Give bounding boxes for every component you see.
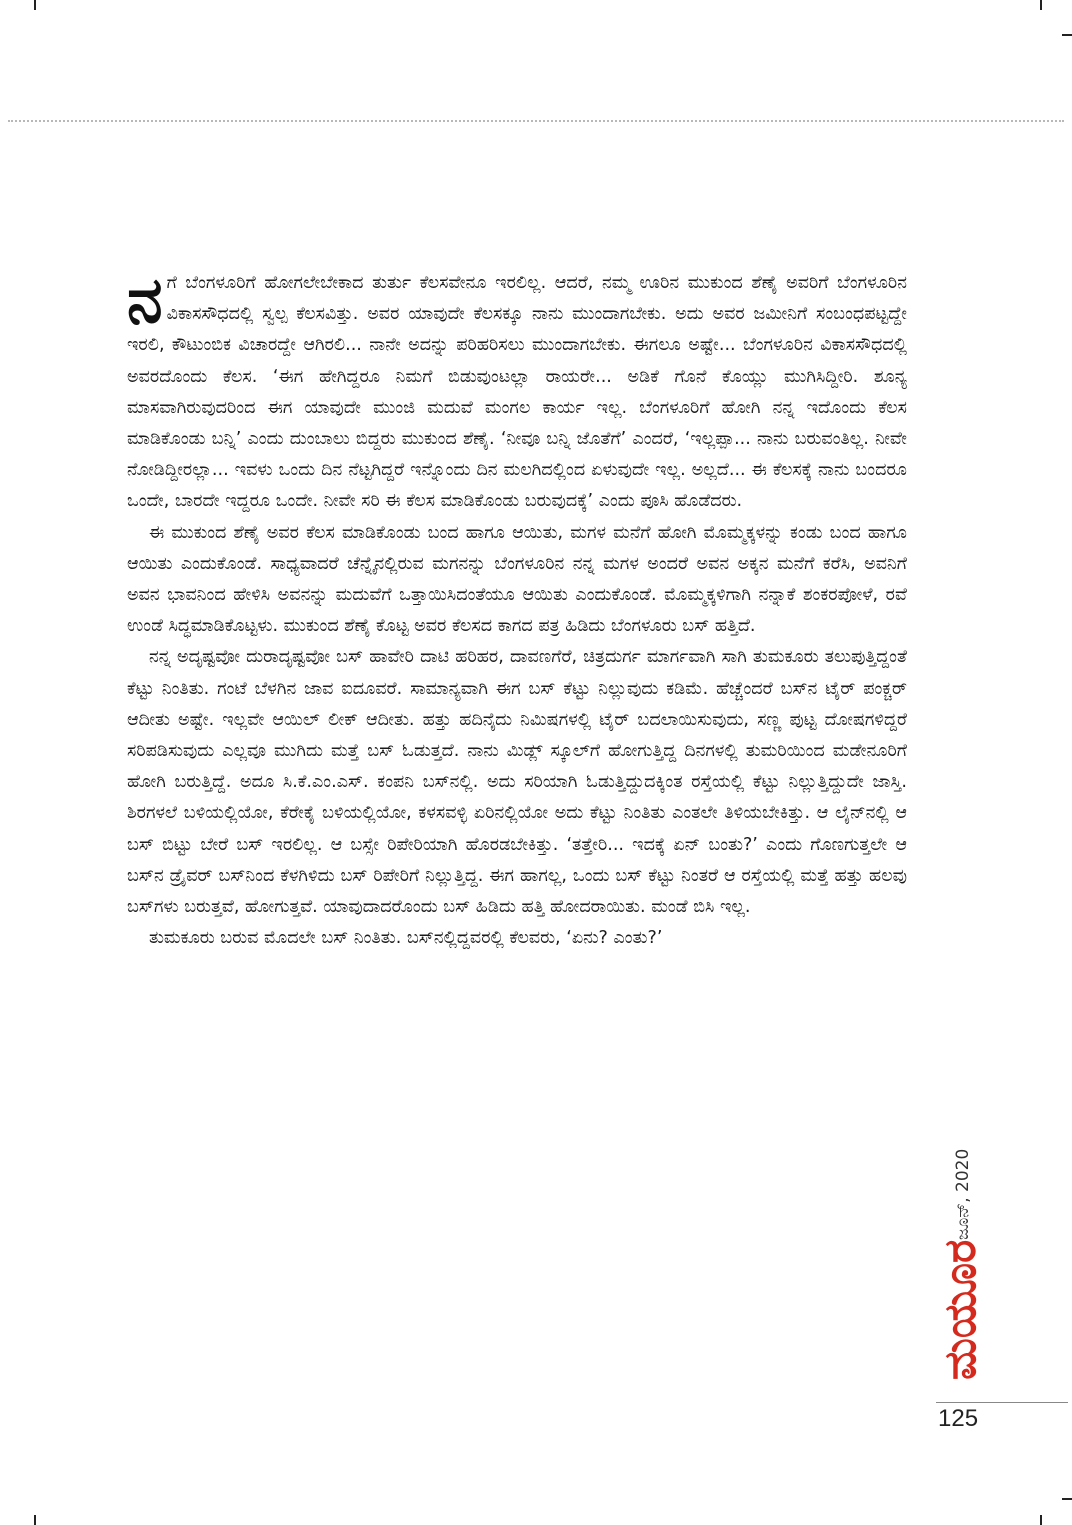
crop-mark-top-left [34,0,36,10]
page-number: 125 [938,1405,979,1432]
paragraph-3: ನನ್ನ ಅದೃಷ್ಟವೋ ದುರಾದೃಷ್ಟವೋ ಬಸ್ ಹಾವೇರಿ ದಾಟಿ ಹರಿಹರ, ದಾವಣಗೆರೆ, ಚಿತ್ರದುರ್ಗ ಮಾರ್ಗವಾಗಿ ಸಾಗಿ ತುಮಕೂರು ತಲುಪುತ್ತಿದ್ದಂತೆ ಕೆಟ್ಟು ನಿಂತಿತು. ಗಂಟೆ ಬೆಳಗಿನ ಜಾವ ಐದೂವರೆ. ಸಾಮಾನ್ಯವಾಗಿ ಈಗ ಬಸ್ ಕೆಟ್ಟು ನಿಲ್ಲುವುದು ಕಡಿಮೆ. ಹೆಚ್ಚೆಂದರೆ ಬಸ್‌ನ ಟೈರ್ ಪಂಕ್ಚರ್ ಆದೀತು ಅಷ್ಟೇ. ಇಲ್ಲವೇ ಆಯಿಲ್ ಲೀಕ್ ಆದೀತು. ಹತ್ತು ಹದಿನೈದು ನಿಮಿಷಗಳಲ್ಲಿ ಟೈರ್ ಬದಲಾಯಿಸುವುದು, ಸಣ್ಣ ಪುಟ್ಟ ದೋಷಗಳಿದ್ದರೆ ಸರಿಪಡಿಸುವುದು ಎಲ್ಲವೂ ಮುಗಿದು ಮತ್ತೆ ಬಸ್ ಓಡುತ್ತದೆ. ನಾನು ಮಿಡ್ಲ್ ಸ್ಕೂಲ್‌ಗೆ ಹೋಗುತ್ತಿದ್ದ ದಿನಗಳಲ್ಲಿ ತುಮರಿಯಿಂದ ಮಡೇನೂರಿಗೆ ಹೋಗಿ ಬರುತ್ತಿದ್ದೆ. ಅದೂ ಸಿ.ಕೆ.ಎಂ.ಎಸ್. ಕಂಪನಿ ಬಸ್‌ನಲ್ಲಿ. ಅದು ಸರಿಯಾಗಿ ಓಡುತ್ತಿದ್ದುದಕ್ಕಿಂತ ರಸ್ತೆಯಲ್ಲಿ ಕೆಟ್ಟು ನಿಲ್ಲುತ್ತಿದ್ದುದೇ ಜಾಸ್ತಿ. ಶಿರಗಳಲೆ ಬಳಿಯಲ್ಲಿಯೋ, ಕೆರೇಕೈ ಬಳಿಯಲ್ಲಿಯೋ, ಕಳಸವಳ್ಳಿ ಏರಿನಲ್ಲಿಯೋ ಅದು ಕೆಟ್ಟು ನಿಂತಿತು ಎಂತಲೇ ತಿಳಿಯಬೇಕಿತ್ತು. ಆ ಲೈನ್‌ನಲ್ಲಿ ಆ ಬಸ್ ಬಿಟ್ಟು ಬೇರೆ ಬಸ್ ಇರಲಿಲ್ಲ. ಆ ಬಸ್ಸೇ ರಿಪೇರಿಯಾಗಿ ಹೊರಡಬೇಕಿತ್ತು. ‘ತತ್ತೇರಿ... ಇದಕ್ಕೆ ಏನ್ ಬಂತು?’ ಎಂದು ಗೊಣಗುತ್ತಲೇ ಆ ಬಸ್‌ನ ಡ್ರೈವರ್ ಬಸ್‌ನಿಂದ ಕೆಳಗಿಳಿದು ಬಸ್ ರಿಪೇರಿಗೆ ನಿಲ್ಲುತ್ತಿದ್ದ. ಈಗ ಹಾಗಲ್ಲ, ಒಂದು ಬಸ್ ಕೆಟ್ಟು ನಿಂತರೆ ಆ ರಸ್ತೆಯಲ್ಲಿ ಮತ್ತೆ ಹತ್ತು ಹಲವು ಬಸ್‌ಗಳು ಬರುತ್ತವೆ, ಹೋಗುತ್ತವೆ. ಯಾವುದಾದರೊಂದು ಬಸ್ ಹಿಡಿದು ಹತ್ತಿ ಹೋದರಾಯಿತು. ಮಂಡೆ ಬಿಸಿ ಇಲ್ಲ. [127,647,907,918]
folio-rule [936,1402,1068,1403]
crop-mark-top-right [1040,0,1042,10]
paragraph-1 [127,264,907,518]
crop-mark-right-top [1062,34,1072,36]
paragraph-4: ತುಮಕೂರು ಬರುವ ಮೊದಲೇ ಬಸ್ ನಿಂತಿತು. ಬಸ್‌ನಲ್ಲಿದ್ದವರಲ್ಲಿ ಕೆಲವರು, ‘ಏನು? ಎಂತು?’ [149,928,663,949]
article-body [127,264,907,954]
crop-mark-right-bottom [1062,1498,1072,1500]
paragraph-2: ಈ ಮುಕುಂದ ಶೆಣೈ ಅವರ ಕೆಲಸ ಮಾಡಿಕೊಂಡು ಬಂದ ಹಾಗೂ ಆಯಿತು, ಮಗಳ ಮನೆಗೆ ಹೋಗಿ ಮೊಮ್ಮಕ್ಕಳನ್ನು ಕಂಡು ಬಂದ ಹಾಗೂ ಆಯಿತು ಎಂದುಕೊಂಡೆ. ಸಾಧ್ಯವಾದರೆ ಚೆನ್ನೈನಲ್ಲಿರುವ ಮಗನನ್ನು ಬೆಂಗಳೂರಿನ ನನ್ನ ಮಗಳ ಅಂದರೆ ಅವನ ಅಕ್ಕನ ಮನೆಗೆ ಕರೆಸಿ, ಅವನಿಗೆ ಅವನ ಭಾವನಿಂದ ಹೇಳಿಸಿ ಅವನನ್ನು ಮದುವೆಗೆ ಒತ್ತಾಯಿಸಿದಂತೆಯೂ ಆಯಿತು ಎಂದುಕೊಂಡೆ. ಮೊಮ್ಮಕ್ಕಳಿಗಾಗಿ ನನ್ನಾಕೆ ಶಂಕರಪೋಳೆ, ರವೆ ಉಂಡೆ ಸಿದ್ಧಮಾಡಿಕೊಟ್ಟಳು. ಮುಕುಂದ ಶೆಣೈ ಕೊಟ್ಟ ಅವರ ಕೆಲಸದ ಕಾಗದ ಪತ್ರ ಹಿಡಿದು ಬೆಂಗಳೂರು ಬಸ್ ಹತ್ತಿದೆ. [127,522,907,637]
drop-cap: ನ [127,264,163,338]
magazine-logo: ಮಯೂರ [935,1239,986,1380]
issue-date: ಜೂನ್, 2020 [953,1148,973,1240]
dotted-separator [8,120,1064,122]
crop-mark-bottom-left [34,1515,36,1525]
crop-mark-bottom-right [1040,1515,1042,1525]
magazine-side-strip [928,1100,988,1390]
paragraph-1-text: ಗೆ ಬೆಂಗಳೂರಿಗೆ ಹೋಗಲೇಬೇಕಾದ ತುರ್ತು ಕೆಲಸವೇನೂ ಇರಲಿಲ್ಲ. ಆದರೆ, ನಮ್ಮ ಊರಿನ ಮುಕುಂದ ಶೆಣೈ ಅವರಿಗೆ ಬೆಂಗಳೂರಿನ ವಿಕಾಸಸೌಧದಲ್ಲಿ ಸ್ವಲ್ಪ ಕೆಲಸವಿತ್ತು. ಅವರ ಯಾವುದೇ ಕೆಲಸಕ್ಕೂ ನಾನು ಮುಂದಾಗಬೇಕು. ಅದು ಅವರ ಜಮೀನಿಗೆ ಸಂಬಂಧಪಟ್ಟದ್ದೇ ಇರಲಿ, ಕೌಟುಂಬಿಕ ವಿಚಾರದ್ದೇ ಆಗಿರಲಿ... ನಾನೇ ಅದನ್ನು ಪರಿಹರಿಸಲು ಮುಂದಾಗಬೇಕು. ಈಗಲೂ ಅಷ್ಟೇ... ಬೆಂಗಳೂರಿನ ವಿಕಾಸಸೌಧದಲ್ಲಿ ಅವರದೊಂದು ಕೆಲಸ. ‘ಈಗ ಹೇಗಿದ್ದರೂ ನಿಮಗೆ ಬಿಡುವುಂಟಲ್ಲಾ ರಾಯರೇ... ಅಡಿಕೆ ಗೊನೆ ಕೊಯ್ಲು ಮುಗಿಸಿದ್ದೀರಿ. ಶೂನ್ಯ ಮಾಸವಾಗಿರುವುದರಿಂದ ಈಗ ಯಾವುದೇ ಮುಂಜಿ ಮದುವೆ ಮಂಗಲ ಕಾರ್ಯ ಇಲ್ಲ. ಬೆಂಗಳೂರಿಗೆ ಹೋಗಿ ನನ್ನ ಇದೊಂದು ಕೆಲಸ ಮಾಡಿಕೊಂಡು ಬನ್ನಿ’ ಎಂದು ದುಂಬಾಲು ಬಿದ್ದರು ಮುಕುಂದ ಶೆಣೈ. ‘ನೀವೂ ಬನ್ನಿ ಜೊತೆಗೆ’ ಎಂದರೆ, ‘ಇಲ್ಲಪ್ಪಾ... ನಾನು ಬರುವಂತಿಲ್ಲ. ನೀವೇ ನೋಡಿದ್ದೀರಲ್ಲಾ... ಇವಳು ಒಂದು ದಿನ ನೆಟ್ಟಗಿದ್ದರೆ ಇನ್ನೊಂದು ದಿನ ಮಲಗಿದಲ್ಲಿಂದ ಏಳುವುದೇ ಇಲ್ಲ. ಅಲ್ಲದೆ... ಈ ಕೆಲಸಕ್ಕೆ ನಾನು ಬಂದರೂ ಒಂದೇ, ಬಾರದೇ ಇದ್ದರೂ ಒಂದೇ. ನೀವೇ ಸರಿ ಈ ಕೆಲಸ ಮಾಡಿಕೊಂಡು ಬರುವುದಕ್ಕೆ’ ಎಂದು ಪೂಸಿ ಹೊಡೆದರು. [127,273,907,512]
